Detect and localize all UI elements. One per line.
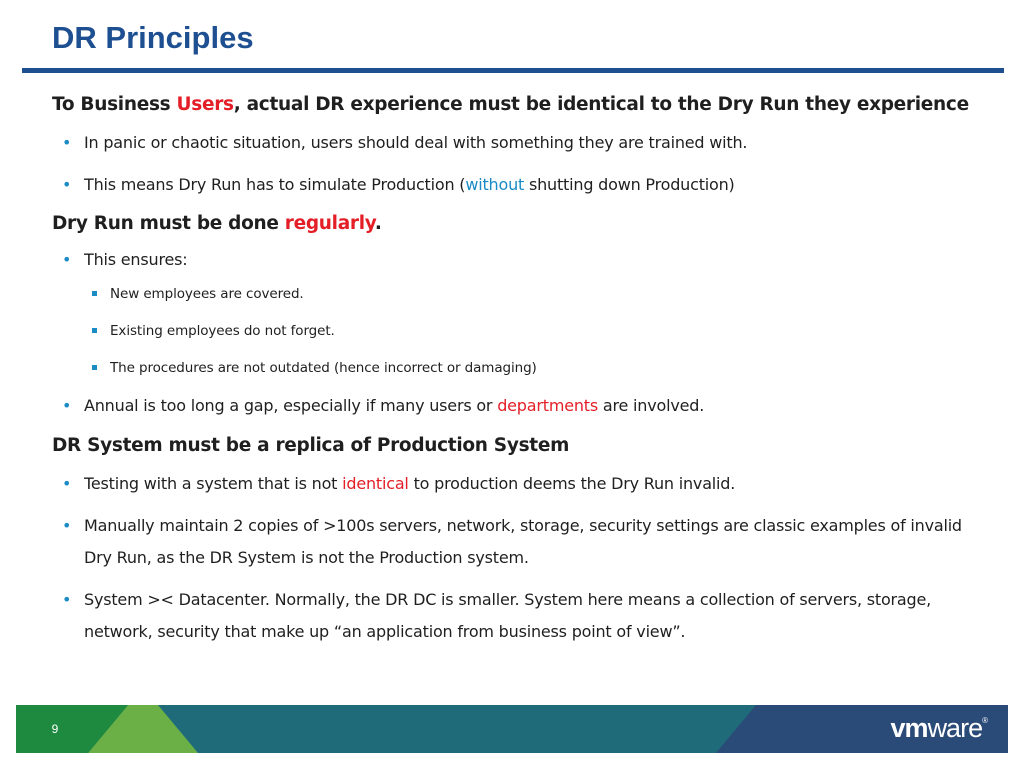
page-number: 9 (51, 722, 59, 736)
bullet-icon: • (62, 516, 72, 535)
slide-title: DR Principles (52, 20, 254, 55)
sub-list-item: Existing employees do not forget. (52, 321, 982, 341)
list-item: • Testing with a system that is not identical to production deems the Dry Run invalid. (52, 468, 982, 500)
square-bullet-icon (92, 328, 97, 333)
footer-banner (16, 705, 1008, 753)
bullet-icon: • (62, 396, 72, 415)
bullet-icon: • (62, 474, 72, 493)
vmware-logo: vmware® (890, 713, 988, 743)
sub-list-item: The procedures are not outdated (hence incorrect or damaging) (52, 358, 982, 378)
emphasis-identical: identical (342, 474, 409, 493)
bullet-icon: • (62, 175, 72, 194)
list-item: • Annual is too long a gap, especially if many users or departments are involved. (52, 390, 982, 422)
section-heading-regularly: Dry Run must be done regularly. (52, 213, 382, 234)
list-item: • This ensures: (52, 244, 982, 276)
list-item: • In panic or chaotic situation, users should deal with something they are trained with. (52, 127, 982, 159)
bullet-icon: • (62, 133, 72, 152)
list-item: • Manually maintain 2 copies of >100s servers, network, storage, security settings are classic examples of invalid Dry Run, as the DR System is not the Production system. (52, 510, 982, 574)
square-bullet-icon (92, 291, 97, 296)
emphasis-users: Users (176, 94, 234, 115)
section-heading-replica: DR System must be a replica of Production System (52, 435, 570, 456)
square-bullet-icon (92, 365, 97, 370)
bullet-icon: • (62, 590, 72, 609)
list-item: • System >< Datacenter. Normally, the DR DC is smaller. System here means a collection of servers, storage, network, security that make up “an application from business point of view”. (52, 584, 982, 648)
section-heading-users: To Business Users, actual DR experience must be identical to the Dry Run they experience (52, 94, 969, 115)
slide-body (52, 92, 982, 648)
sub-list-item: New employees are covered. (52, 284, 982, 304)
emphasis-regularly: regularly (284, 213, 375, 234)
footer-graphic (16, 705, 1008, 753)
list-item: • This means Dry Run has to simulate Production (without shutting down Production) (52, 169, 982, 201)
title-divider (22, 68, 1004, 73)
emphasis-without: without (465, 175, 525, 194)
emphasis-departments: departments (497, 396, 598, 415)
bullet-icon: • (62, 250, 72, 269)
